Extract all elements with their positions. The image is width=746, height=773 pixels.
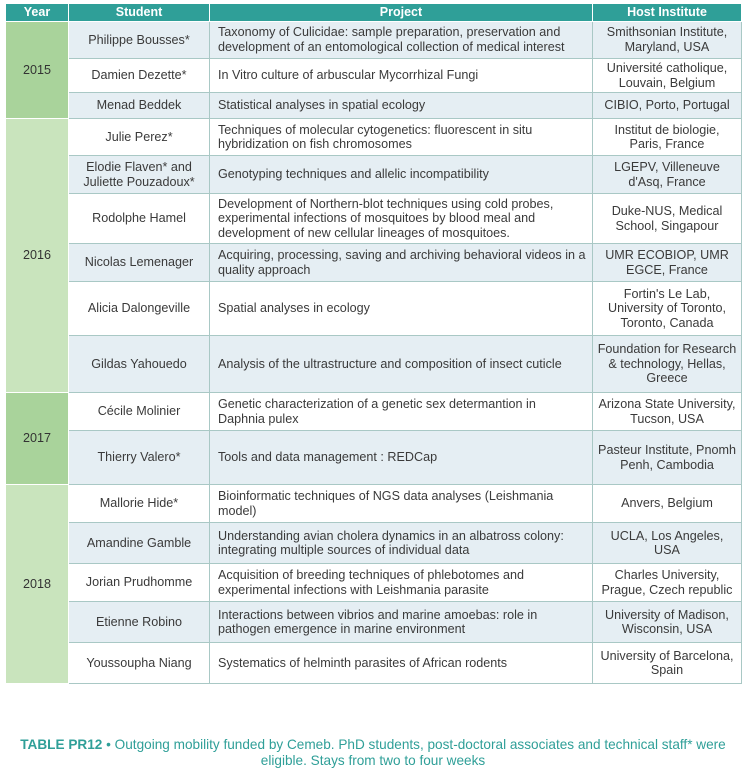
project-cell: Acquisition of breeding techniques of phlebotomes and experimental infections with Leishmania parasite bbox=[210, 564, 593, 602]
table-row bbox=[6, 93, 742, 119]
host-institute-cell: Smithsonian Institute, Maryland, USA bbox=[593, 22, 742, 59]
student-cell: Gildas Yahouedo bbox=[69, 336, 210, 393]
year-cell: 2016 bbox=[6, 119, 69, 393]
host-institute-cell: Duke-NUS, Medical School, Singapour bbox=[593, 194, 742, 244]
project-cell: Analysis of the ultrastructure and composition of insect cuticle bbox=[210, 336, 593, 393]
header-host-institute: Host Institute bbox=[593, 4, 742, 22]
student-cell: Nicolas Lemenager bbox=[69, 244, 210, 282]
year-cell: 2017 bbox=[6, 393, 69, 485]
host-institute-cell: University of Madison, Wisconsin, USA bbox=[593, 602, 742, 643]
mobility-table bbox=[5, 3, 742, 684]
project-cell: Understanding avian cholera dynamics in an albatross colony: integrating multiple sources of individual data bbox=[210, 523, 593, 564]
table-row bbox=[6, 485, 742, 523]
student-cell: Cécile Molinier bbox=[69, 393, 210, 431]
host-institute-cell: Université catholique, Louvain, Belgium bbox=[593, 59, 742, 93]
table-row bbox=[6, 244, 742, 282]
year-cell: 2018 bbox=[6, 485, 69, 684]
caption-separator: • bbox=[102, 737, 115, 752]
host-institute-cell: University of Barcelona, Spain bbox=[593, 643, 742, 684]
host-institute-cell: Anvers, Belgium bbox=[593, 485, 742, 523]
host-institute-cell: Fortin's Le Lab, University of Toronto, Toronto, Canada bbox=[593, 282, 742, 336]
table-caption bbox=[0, 737, 746, 769]
host-institute-cell: Arizona State University, Tucson, USA bbox=[593, 393, 742, 431]
header-student: Student bbox=[69, 4, 210, 22]
student-cell: Mallorie Hide* bbox=[69, 485, 210, 523]
year-cell: 2015 bbox=[6, 22, 69, 119]
host-institute-cell: Foundation for Research & technology, Hellas, Greece bbox=[593, 336, 742, 393]
table-row bbox=[6, 564, 742, 602]
header-year: Year bbox=[6, 4, 69, 22]
project-cell: Spatial analyses in ecology bbox=[210, 282, 593, 336]
student-cell: Damien Dezette* bbox=[69, 59, 210, 93]
caption-label: TABLE PR12 bbox=[20, 737, 103, 752]
project-cell: Interactions between vibrios and marine amoebas: role in pathogen emergence in marine environment bbox=[210, 602, 593, 643]
student-cell: Jorian Prudhomme bbox=[69, 564, 210, 602]
table-row bbox=[6, 22, 742, 59]
table-row bbox=[6, 431, 742, 485]
student-cell: Thierry Valero* bbox=[69, 431, 210, 485]
table-row bbox=[6, 156, 742, 194]
table-row bbox=[6, 393, 742, 431]
project-cell: Acquiring, processing, saving and archiving behavioral videos in a quality approach bbox=[210, 244, 593, 282]
host-institute-cell: Charles University, Prague, Czech republic bbox=[593, 564, 742, 602]
student-cell: Philippe Bousses* bbox=[69, 22, 210, 59]
student-cell: Rodolphe Hamel bbox=[69, 194, 210, 244]
project-cell: Systematics of helminth parasites of African rodents bbox=[210, 643, 593, 684]
table-row bbox=[6, 643, 742, 684]
table-row bbox=[6, 602, 742, 643]
table-header-row bbox=[6, 4, 742, 22]
table-row bbox=[6, 119, 742, 156]
host-institute-cell: CIBIO, Porto, Portugal bbox=[593, 93, 742, 119]
project-cell: Genotyping techniques and allelic incompatibility bbox=[210, 156, 593, 194]
project-cell: Development of Northern-blot techniques using cold probes, experimental infections of mosquitoes by blood meal and development of new cellular lineages of mosquitoes. bbox=[210, 194, 593, 244]
host-institute-cell: LGEPV, Villeneuve d'Asq, France bbox=[593, 156, 742, 194]
project-cell: Genetic characterization of a genetic sex determantion in Daphnia pulex bbox=[210, 393, 593, 431]
student-cell: Elodie Flaven* and Juliette Pouzadoux* bbox=[69, 156, 210, 194]
header-project: Project bbox=[210, 4, 593, 22]
host-institute-cell: UCLA, Los Angeles, USA bbox=[593, 523, 742, 564]
table-row bbox=[6, 282, 742, 336]
table-body bbox=[6, 22, 742, 684]
host-institute-cell: Pasteur Institute, Pnomh Penh, Cambodia bbox=[593, 431, 742, 485]
project-cell: Techniques of molecular cytogenetics: fluorescent in situ hybridization on fish chromosomes bbox=[210, 119, 593, 156]
student-cell: Julie Perez* bbox=[69, 119, 210, 156]
table-row bbox=[6, 336, 742, 393]
student-cell: Youssoupha Niang bbox=[69, 643, 210, 684]
table-row bbox=[6, 194, 742, 244]
project-cell: Bioinformatic techniques of NGS data analyses (Leishmania model) bbox=[210, 485, 593, 523]
student-cell: Amandine Gamble bbox=[69, 523, 210, 564]
project-cell: Taxonomy of Culicidae: sample preparation, preservation and development of an entomological collection of medical interest bbox=[210, 22, 593, 59]
project-cell: In Vitro culture of arbuscular Mycorrhizal Fungi bbox=[210, 59, 593, 93]
project-cell: Tools and data management : REDCap bbox=[210, 431, 593, 485]
table-row bbox=[6, 523, 742, 564]
host-institute-cell: UMR ECOBIOP, UMR EGCE, France bbox=[593, 244, 742, 282]
project-cell: Statistical analyses in spatial ecology bbox=[210, 93, 593, 119]
student-cell: Alicia Dalongeville bbox=[69, 282, 210, 336]
host-institute-cell: Institut de biologie, Paris, France bbox=[593, 119, 742, 156]
student-cell: Menad Beddek bbox=[69, 93, 210, 119]
caption-text: Outgoing mobility funded by Cemeb. PhD students, post-doctoral associates and technical staff* were eligible. Stays from two to four weeks bbox=[114, 737, 726, 768]
student-cell: Etienne Robino bbox=[69, 602, 210, 643]
table-row bbox=[6, 59, 742, 93]
